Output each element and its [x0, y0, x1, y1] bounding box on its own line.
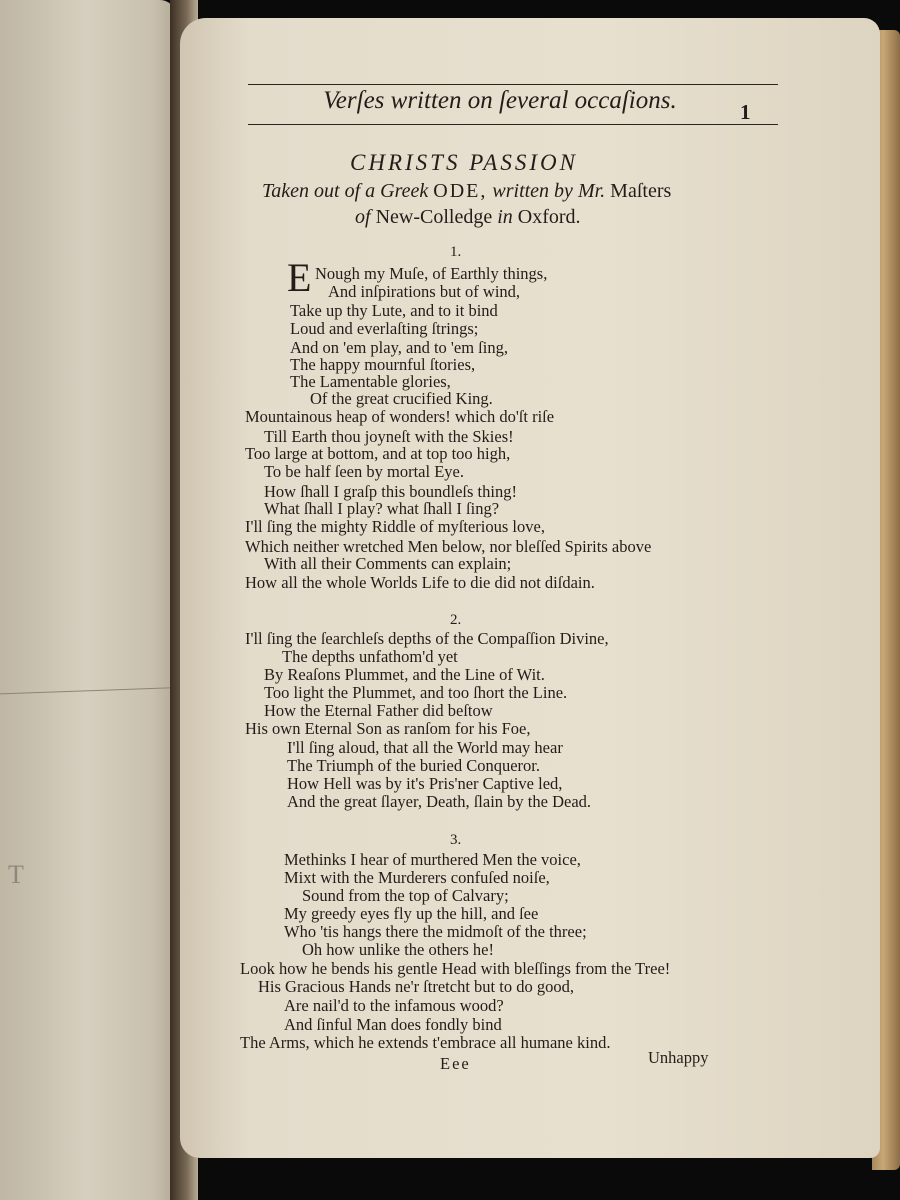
verse-line: How ſhall I graſp this boundleſs thing! [264, 482, 517, 501]
stanza-number: 3. [450, 832, 462, 848]
verse-line: Which neither wretched Men below, nor bleſſed Spirits above [245, 537, 652, 556]
stanza-number: 1. [450, 244, 462, 260]
verse-line: The Arms, which he extends t'embrace all humane kind. [240, 1033, 611, 1052]
verse-line: The Lamentable glories, [290, 372, 451, 391]
stanza-number: 2. [450, 612, 462, 628]
verse-line: How all the whole Worlds Life to die did not diſdain. [245, 573, 595, 592]
drop-capital: E [287, 255, 312, 300]
verse-line: The Triumph of the buried Conqueror. [287, 756, 540, 775]
verse-line: I'll ſing the ſearchleſs depths of the Compaſſion Divine, [245, 629, 609, 648]
poem-title: CHRISTS PASSION [350, 150, 578, 175]
verse-line: With all their Comments can explain; [264, 554, 512, 573]
subtitle-part: Oxford. [517, 206, 581, 228]
verse-line: Nough my Muſe, of Earthly things, [315, 264, 548, 283]
verse-line: Take up thy Lute, and to it bind [290, 301, 498, 320]
verse-line: Look how he bends his gentle Head with bleſſings from the Tree! [240, 959, 671, 978]
subtitle-part: written by Mr. [492, 180, 606, 202]
verse-line: I'll ſing aloud, that all the World may hear [287, 738, 563, 757]
verse-line: How Hell was by it's Pris'ner Captive led, [287, 774, 563, 793]
verse-line: And ſinful Man does fondly bind [284, 1015, 502, 1034]
verse-line: The depths unfathom'd yet [282, 647, 458, 666]
verse-line: Of the great crucified King. [310, 389, 493, 408]
verse-line: Who 'tis hangs there the midmoſt of the three; [284, 922, 587, 941]
subtitle-line-1 [262, 180, 671, 203]
facing-left-page [0, 0, 190, 1200]
verse-line: How the Eternal Father did beſtow [264, 701, 493, 720]
verse-line: To be half ſeen by mortal Eye. [264, 462, 464, 481]
running-head: Verſes written on ſeveral occaſions. [323, 87, 677, 114]
verse-line: Till Earth thou joyneſt with the Skies! [264, 427, 514, 446]
verse-line: And inſpirations but of wind, [328, 282, 521, 301]
verse-line: Oh how unlike the others he! [302, 940, 494, 959]
verse-line: Mixt with the Murderers confuſed noiſe, [284, 868, 550, 887]
verse-line: And the great ſlayer, Death, ſlain by the Dead. [287, 792, 592, 811]
subtitle-part: ODE, [433, 180, 488, 202]
verse-line: Are nail'd to the infamous wood? [284, 996, 504, 1015]
subtitle-line-2 [355, 206, 581, 229]
verse-line: My greedy eyes fly up the hill, and ſee [284, 904, 539, 923]
subtitle-part: Taken out of a Greek [262, 180, 429, 202]
header-top-rule [248, 84, 778, 85]
verse-line: Too large at bottom, and at top too high, [245, 444, 511, 463]
verse-line: Mountainous heap of wonders! which do'ſt riſe [245, 407, 555, 426]
verse-line: His Gracious Hands ne'r ſtretcht but to do good, [258, 977, 574, 996]
subtitle-part: of [355, 206, 371, 228]
verse-line: The happy mournful ſtories, [290, 355, 476, 374]
verse-line: Sound from the top of Calvary; [302, 886, 509, 905]
verse-line: What ſhall I play? what ſhall I ſing? [264, 499, 500, 518]
verse-line: His own Eternal Son as ranſom for his Foe, [245, 719, 531, 738]
signature-mark: Eee [440, 1054, 471, 1073]
verse-line: I'll ſing the mighty Riddle of myſterious love, [245, 517, 545, 536]
verse-line: By Reaſons Plummet, and the Line of Wit. [264, 665, 545, 684]
show-through-letter: T [8, 860, 24, 889]
verse-line: Too light the Plummet, and too ſhort the Line. [264, 683, 568, 702]
verse-line: And on 'em play, and to 'em ſing, [290, 338, 508, 357]
subtitle-part: in [497, 206, 513, 228]
verse-line: Methinks I hear of murthered Men the voice, [284, 850, 581, 869]
catchword: Unhappy [648, 1048, 709, 1067]
page-crease [0, 687, 190, 695]
page-number: 1 [740, 100, 751, 124]
subtitle-part: New-Colledge [375, 206, 493, 228]
verse-line: Loud and everlaſting ſtrings; [290, 319, 479, 338]
header-bottom-rule [248, 124, 778, 125]
subtitle-part: Maſters [610, 180, 672, 202]
